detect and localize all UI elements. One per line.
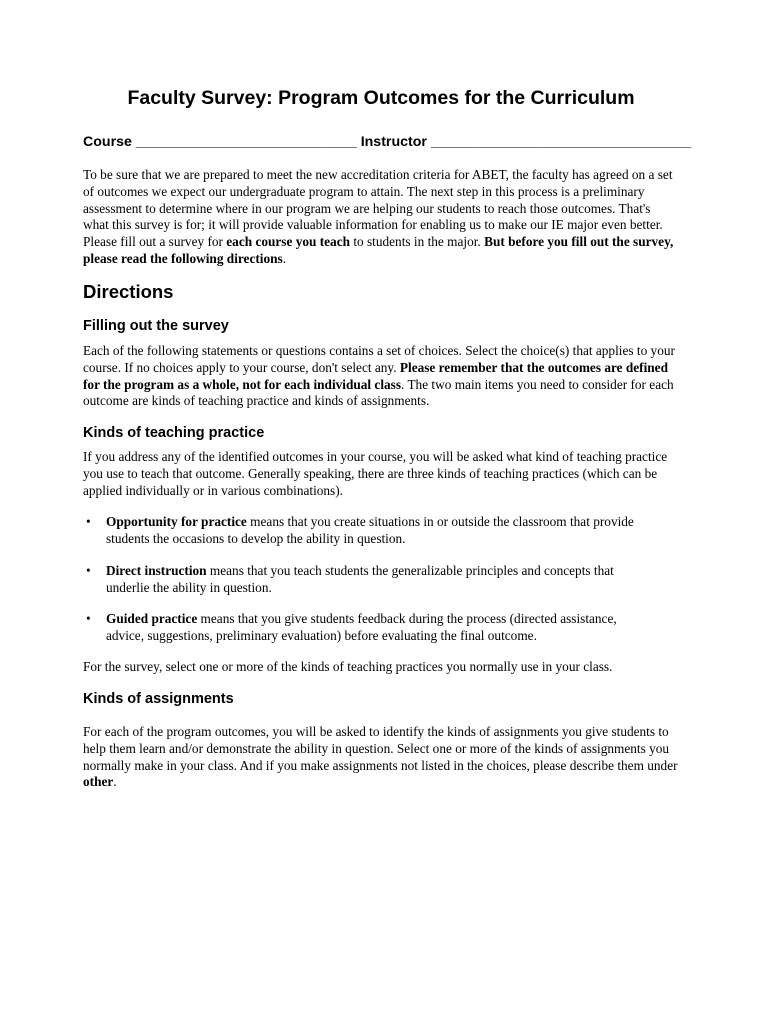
intro-text-3: . bbox=[282, 250, 287, 266]
bullet-term: Direct instruction bbox=[106, 563, 207, 578]
intro-paragraph bbox=[83, 167, 679, 268]
intro-text-2: to students in the major. bbox=[350, 234, 485, 250]
intro-bold-2: But before you fill out the survey, please read the following directions bbox=[83, 234, 674, 266]
bullet-icon: • bbox=[86, 563, 91, 578]
document-title: Faculty Survey: Program Outcomes for the Curriculum bbox=[127, 87, 635, 109]
filling-text-1: Each of the following statements or questions contains a set of choices. Select the choice(s) that applies to your course. If no choices apply to your course, don't select any. bbox=[83, 343, 675, 375]
bullet-text bbox=[106, 611, 646, 645]
bullet-icon: • bbox=[86, 514, 91, 529]
assignments-bold-1: other bbox=[83, 774, 114, 790]
filling-heading: Filling out the survey bbox=[83, 318, 229, 334]
filling-paragraph bbox=[83, 343, 679, 410]
teaching-heading: Kinds of teaching practice bbox=[83, 425, 265, 441]
assignments-paragraph bbox=[83, 724, 679, 791]
intro-text-1: To be sure that we are prepared to meet the new accreditation criteria for ABET, the faculty has agreed on a set of outcomes we expect our undergraduate program to attain. The next step in this process is a preliminary assessment to determine where in our program we are helping our students to reach those outcomes. That's what this survey is for; it will provide valuable information for enabling us to make our IE major even better. Please fill out a survey for bbox=[83, 167, 673, 250]
bullet-text bbox=[106, 514, 646, 548]
bullet-icon: • bbox=[86, 611, 91, 626]
filling-text-2: . The two main items you need to consider for each outcome are kinds of teaching practice and kinds of assignments. bbox=[83, 376, 674, 409]
assignments-text-2: . bbox=[113, 774, 117, 790]
bullet-term: Opportunity for practice bbox=[106, 514, 247, 529]
bullet-desc: means that you give students feedback during the process (directed assistance, advice, suggestions, preliminary evaluation) before evaluating the final outcome. bbox=[106, 611, 617, 643]
assignments-heading: Kinds of assignments bbox=[83, 691, 234, 707]
intro-bold-1: each course you teach bbox=[226, 234, 350, 250]
bullet-desc: means that you teach students the generalizable principles and concepts that underlie the ability in question. bbox=[106, 563, 614, 595]
teaching-closing: For the survey, select one or more of the kinds of teaching practices you normally use in your class. bbox=[83, 659, 613, 674]
assignments-text-1: For each of the program outcomes, you will be asked to identify the kinds of assignments you give students to help them learn and/or demonstrate the ability in question. Select one or more of the kinds of assignments you normally make in your class. And if you make assignments not listed in the choices, please describe them under bbox=[83, 724, 678, 773]
bullet-text bbox=[106, 563, 646, 597]
bullet-term: Guided practice bbox=[106, 611, 198, 626]
bullet-desc: means that you create situations in or outside the classroom that provide students the occasions to develop the ability in question. bbox=[106, 514, 634, 546]
teaching-intro: If you address any of the identified outcomes in your course, you will be asked what kind of teaching practice you use to teach that outcome. Generally speaking, there are three kinds of teaching practices (which can be applied individually or in various combinations). bbox=[83, 449, 668, 498]
course-instructor-line: Course ____________________________ Instructor _________________________________ bbox=[83, 134, 692, 150]
directions-heading: Directions bbox=[83, 281, 174, 302]
filling-bold-1: Please remember that the outcomes are defined for the program as a whole, not for each individual class bbox=[83, 359, 668, 392]
